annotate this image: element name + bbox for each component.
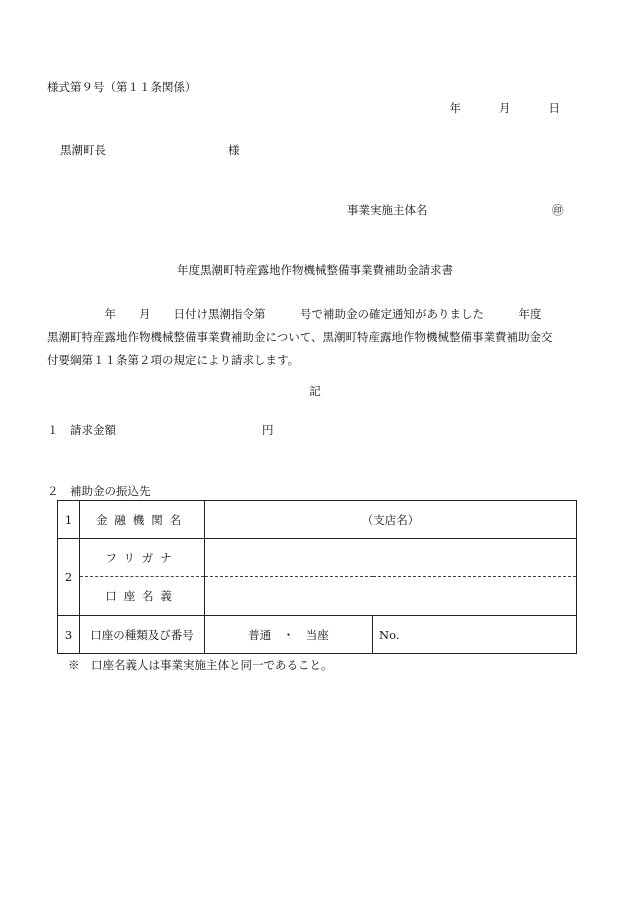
table-row	[58, 577, 577, 616]
row-number: 2	[58, 539, 80, 616]
footnote: ※ 口座名義人は事業実施主体と同一であること。	[68, 658, 333, 672]
ki-heading: 記	[309, 384, 321, 398]
table-row	[58, 501, 577, 539]
body-line: 年 月 日付け黒潮指令第 号で補助金の確定通知がありました 年度	[47, 307, 542, 321]
addressee-name: 黒潮町長	[60, 143, 106, 157]
row-number: 3	[58, 616, 80, 654]
table-row	[58, 616, 577, 654]
date-year-label: 年	[449, 101, 461, 115]
date-day-label: 日	[548, 101, 560, 115]
seal-mark: ㊞	[552, 203, 564, 217]
account-holder-label: 口座名義	[80, 577, 205, 616]
date-month-label: 月	[499, 101, 511, 115]
account-number-label: No.	[373, 616, 577, 654]
request-body	[47, 303, 577, 372]
body-line: 付要綱第１１条第２項の規定により請求します。	[47, 353, 300, 367]
date-line	[446, 103, 561, 115]
form-number: 様式第９号（第１１条関係）	[47, 80, 197, 94]
item-request-amount: １ 請求金額	[47, 423, 116, 437]
furigana-field	[205, 539, 577, 577]
applicant-label: 事業実施主体名	[347, 203, 428, 217]
furigana-label: フリガナ	[80, 539, 205, 577]
table-row	[58, 539, 577, 577]
bank-account-table	[57, 500, 577, 654]
body-line: 黒潮町特産露地作物機械整備事業費補助金について、黒潮町特産露地作物機械整備事業費補助金交	[47, 330, 553, 344]
addressee-honorific: 様	[228, 143, 240, 157]
bank-name-label: 金融機関名	[80, 501, 205, 539]
document-title: 年度黒潮町特産露地作物機械整備事業費補助金請求書	[177, 263, 453, 277]
branch-name-cell: （支店名）	[205, 501, 577, 539]
account-types: 普通 ・ 当座	[205, 616, 373, 654]
account-type-label: 口座の種類及び番号	[80, 616, 205, 654]
yen-unit: 円	[262, 423, 274, 437]
item-transfer-destination: ２ 補助金の振込先	[47, 484, 151, 498]
row-number: 1	[58, 501, 80, 539]
account-holder-field	[205, 577, 577, 616]
